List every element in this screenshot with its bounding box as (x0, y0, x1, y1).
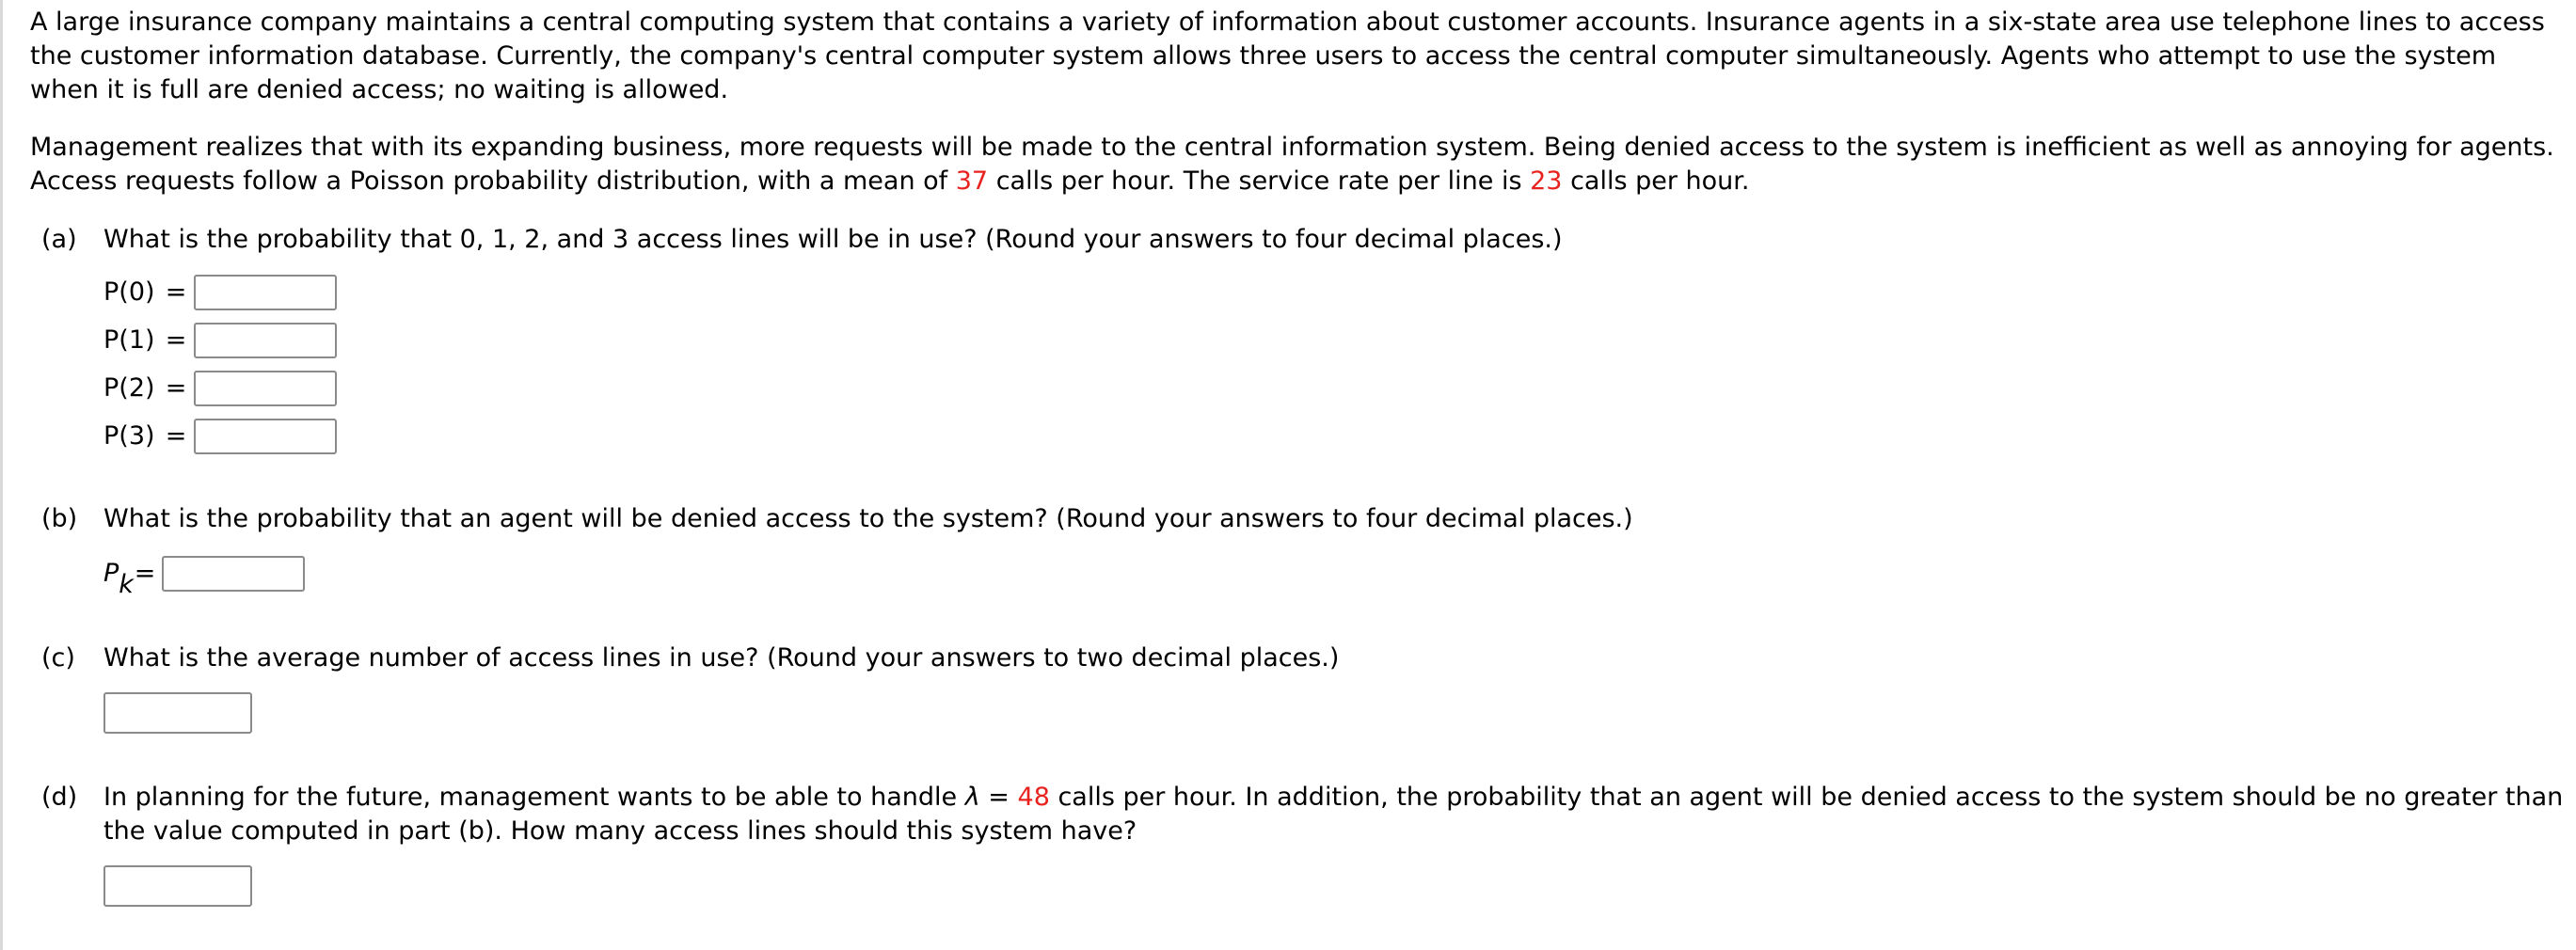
p2-label: P(2) (103, 373, 155, 403)
p2-input[interactable] (194, 371, 337, 406)
mean-value: 37 (955, 166, 989, 196)
answer-row-p3 (103, 416, 2570, 457)
average-lines-input[interactable] (103, 692, 252, 734)
p2-equals: = (165, 373, 187, 403)
part-a-question: What is the probability that 0, 1, 2, and 3 access lines will be in use? (Round your answers to four decimal places.) (103, 225, 1563, 254)
part-d (30, 781, 2570, 907)
p0-input[interactable] (194, 275, 337, 310)
problem-content (30, 6, 2570, 907)
part-b-question: What is the probability that an agent will be denied access to the system? (Round your answers to four decimal places.) (103, 504, 1633, 533)
intro-text-before-mean: Management realizes that with its expanding business, more requests will be made to the central information system. Being denied access to the system is inefficient as well as annoying for agents. Access requests follow a Poisson probability distribution, with a mean of (30, 133, 2554, 196)
part-c-label: (c) (41, 643, 75, 673)
pk-var: P (103, 559, 119, 588)
part-c-question: What is the average number of access lines in use? (Round your answers to two decimal places.) (103, 643, 1340, 673)
part-d-label: (d) (41, 783, 78, 812)
answer-row-p0 (103, 272, 2570, 313)
p1-input[interactable] (194, 323, 337, 358)
intro-text-after: calls per hour. (1562, 166, 1750, 196)
pk-input[interactable] (162, 556, 305, 592)
part-b-label: (b) (41, 504, 78, 533)
part-d-question (103, 781, 2570, 848)
p1-equals: = (165, 325, 187, 355)
part-a-answers (103, 272, 2570, 457)
lambda-equals: = (979, 783, 1018, 812)
p0-equals: = (165, 277, 187, 307)
intro-text-middle: calls per hour. The service rate per line is (988, 166, 1531, 196)
answer-row-p1 (103, 320, 2570, 361)
pk-answer-row (103, 551, 2570, 599)
pk-subscript: k (119, 570, 134, 599)
access-lines-input[interactable] (103, 865, 252, 907)
lambda-value: 48 (1017, 783, 1050, 812)
part-c (30, 641, 2570, 734)
p3-equals: = (165, 421, 187, 451)
intro-paragraph-2 (30, 131, 2570, 198)
part-a (30, 223, 2570, 457)
p1-label: P(1) (103, 325, 155, 355)
answer-row-p2 (103, 368, 2570, 409)
lambda-symbol: λ (964, 783, 980, 812)
intro-paragraph-1: A large insurance company maintains a central computing system that contains a variety of information about customer accounts. Insurance agents in a six-state area use telephone lines to access the customer information database. Currently, the company's central computer system allows three users to access the central computer simultaneously. Agents who attempt to use the system when it is full are denied access; no waiting is allowed. (30, 8, 2545, 104)
part-d-text-after: calls per hour. In addition, the probability that an agent will be denied access to the system should be no greater than the value computed in part (b). How many access lines should this system have? (103, 783, 2564, 846)
part-a-label: (a) (41, 225, 77, 254)
p3-label: P(3) (103, 421, 155, 451)
part-d-text-before: In planning for the future, management wants to be able to handle (103, 783, 965, 812)
p0-label: P(0) (103, 277, 155, 307)
pk-equals: = (134, 559, 156, 588)
left-border (0, 0, 3, 950)
p3-input[interactable] (194, 419, 337, 454)
service-rate-value: 23 (1530, 166, 1563, 196)
pk-label (103, 557, 134, 599)
part-b (30, 502, 2570, 599)
